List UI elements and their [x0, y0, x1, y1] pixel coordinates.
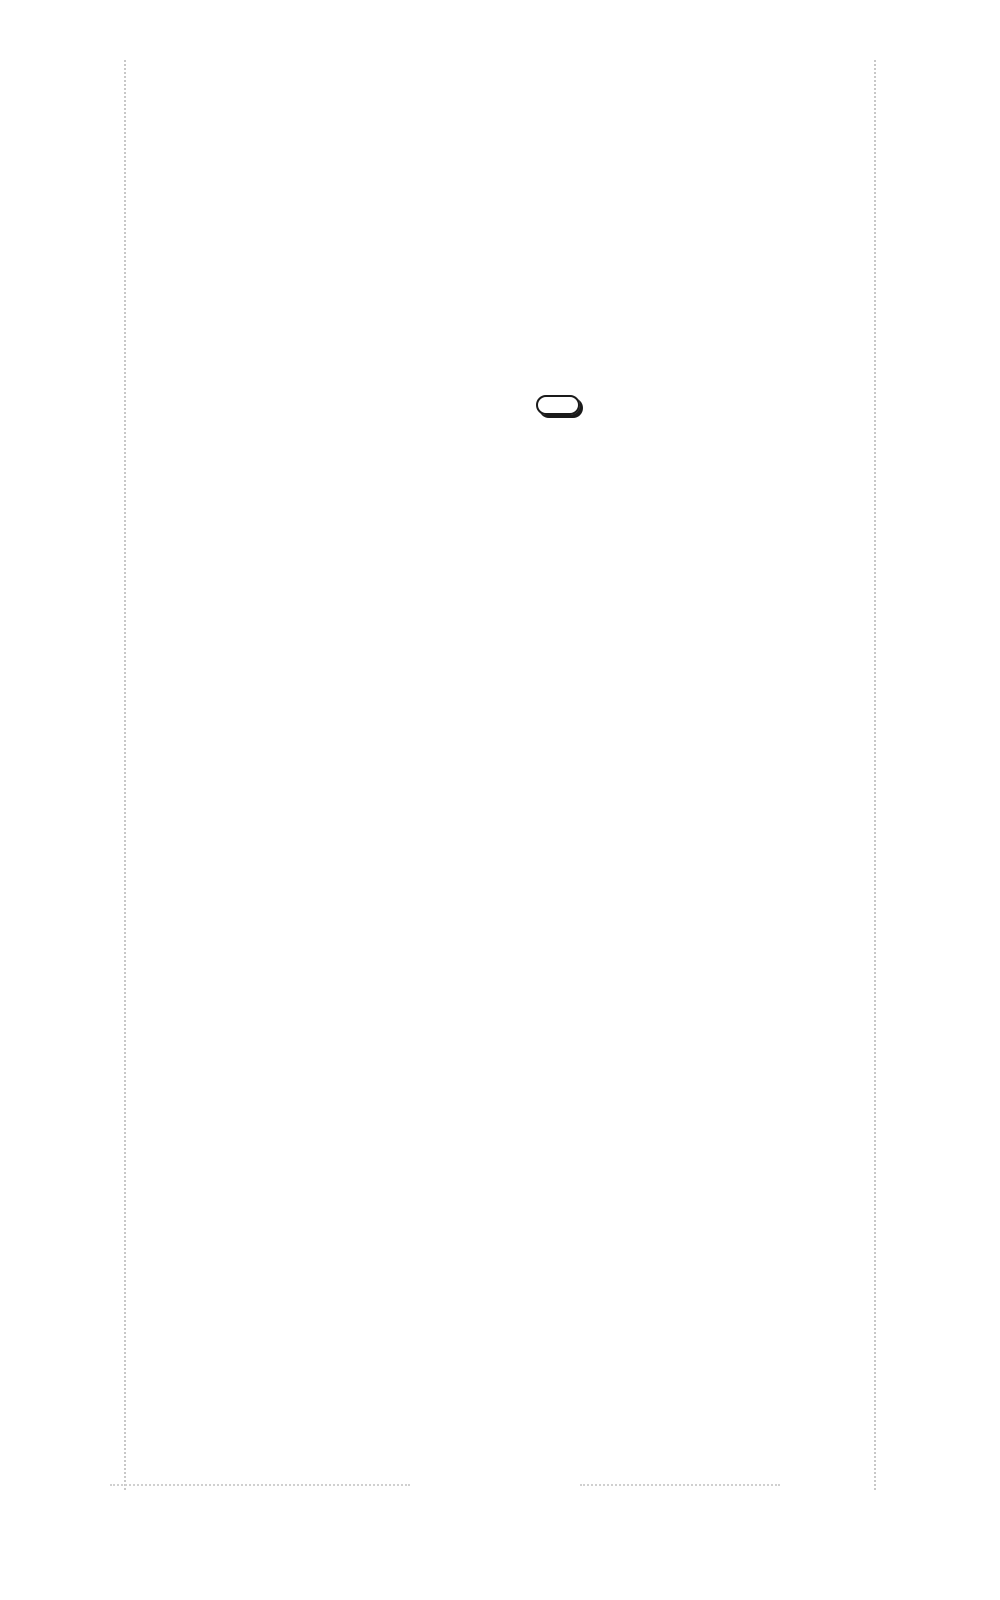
speaking-part-heading	[183, 450, 873, 512]
section-heading-5	[183, 60, 873, 110]
section-heading-6	[183, 110, 873, 160]
assessment-title	[536, 395, 580, 415]
section-heading-9	[183, 310, 873, 360]
footer-dots-right	[580, 1484, 780, 1486]
section-heading-8	[183, 210, 873, 260]
item-i	[183, 512, 873, 574]
footer-dots-left	[110, 1484, 410, 1486]
assessment-banner-wrap	[183, 360, 873, 450]
answer-content	[183, 60, 873, 574]
right-margin-line	[874, 60, 876, 1490]
left-margin-line	[124, 60, 126, 1490]
section-heading-7	[183, 160, 873, 210]
example-label	[183, 260, 873, 310]
